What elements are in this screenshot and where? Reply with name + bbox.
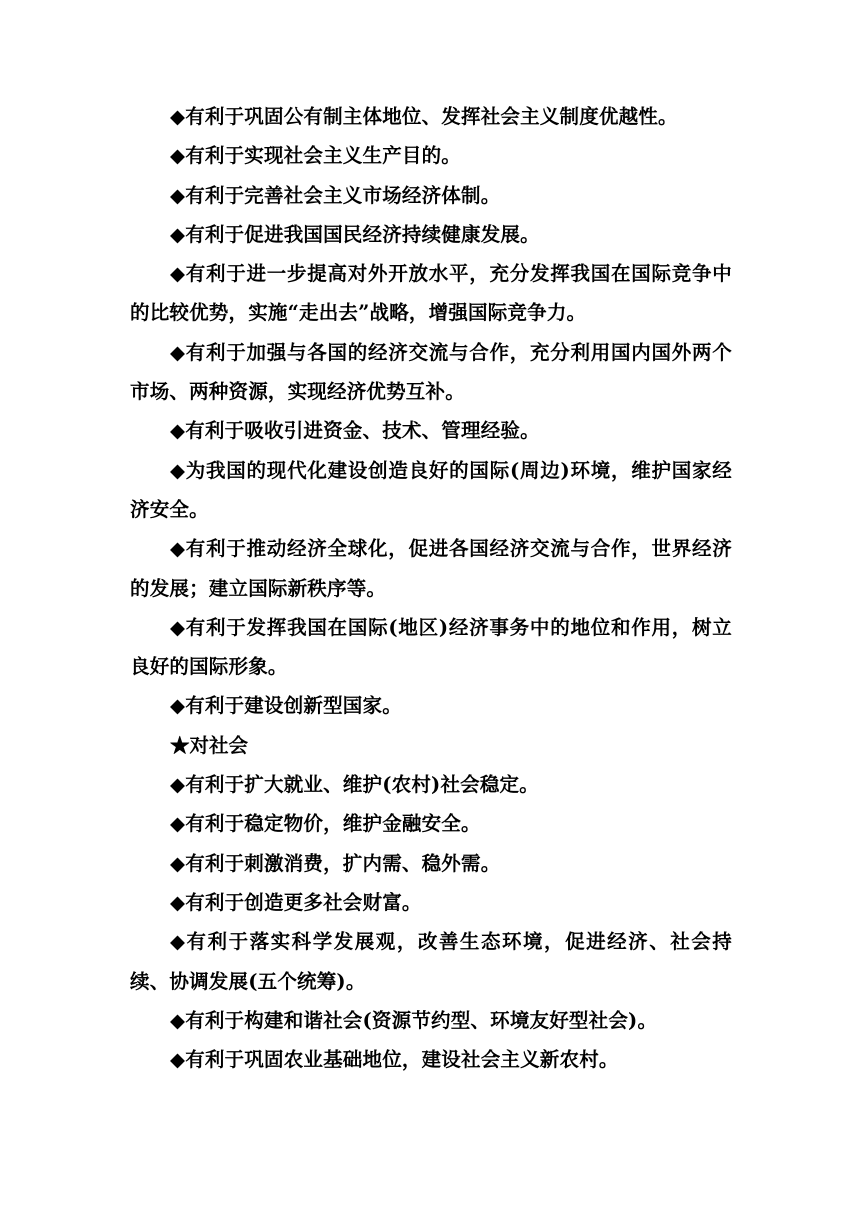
paragraph: ◆有利于巩固农业基础地位，建设社会主义新农村。 (170, 1048, 619, 1072)
paragraph: ◆有利于加强与各国的经济交流与合作，充分利用国内国外两个市场、两种资源，实现经济优势互补。 (130, 340, 732, 404)
paragraph: ◆有利于推动经济全球化，促进各国经济交流与合作，世界经济的发展；建立国际新秩序等。 (130, 537, 732, 600)
paragraph: ◆有利于落实科学发展观，改善生态环境，促进经济、社会持续、协调发展(五个统筹)。 (130, 930, 732, 993)
paragraph: ◆有利于建设创新型国家。 (170, 694, 402, 718)
paragraph: ◆有利于实现社会主义生产目的。 (170, 144, 461, 168)
paragraph: ◆有利于发挥我国在国际(地区)经济事务中的地位和作用，树立良好的国际形象。 (130, 615, 732, 679)
document-page (130, 97, 732, 1079)
paragraph: ◆有利于吸收引进资金、技术、管理经验。 (170, 419, 540, 443)
paragraph: ◆有利于刺激消费，扩内需、稳外需。 (170, 851, 501, 875)
paragraph: ◆为我国的现代化建设创造良好的国际(周边)环境，维护国家经济安全。 (130, 458, 732, 521)
paragraph: ◆有利于进一步提高对外开放水平，充分发挥我国在国际竞争中的比较优势，实施“走出去”战略，增强国际竞争力。 (130, 262, 732, 325)
paragraph: ◆有利于完善社会主义市场经济体制。 (170, 183, 501, 207)
paragraph: ◆有利于促进我国国民经济持续健康发展。 (170, 222, 540, 246)
paragraph: ◆有利于扩大就业、维护(农村)社会稳定。 (170, 773, 539, 797)
paragraph: ◆有利于巩固公有制主体地位、发挥社会主义制度优越性。 (170, 105, 678, 128)
paragraph: ◆有利于构建和谐社会(资源节约型、环境友好型社会)。 (170, 1008, 658, 1032)
section-heading: ★对社会 (170, 733, 249, 757)
paragraph: ◆有利于创造更多社会财富。 (170, 890, 422, 914)
paragraph: ◆有利于稳定物价，维护金融安全。 (170, 812, 481, 836)
